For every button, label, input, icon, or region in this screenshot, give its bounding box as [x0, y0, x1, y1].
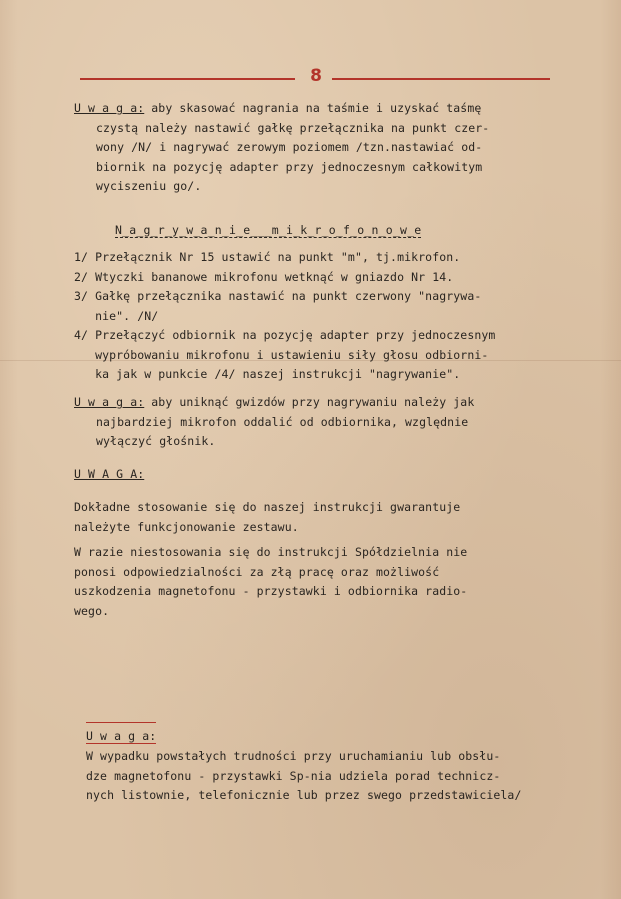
note1-line-5: wyciszeniu go/.	[96, 179, 202, 193]
page-number: 8	[310, 66, 322, 86]
note1-line-1: U w a g a: aby skasować nagrania na taśmie i uzyskać taśmę	[74, 101, 482, 115]
note2-label: U w a g a:	[74, 395, 145, 409]
footer-note-line-3: nych listownie, telefonicznie lub przez swego przedstawiciela/	[86, 788, 522, 802]
caution-para2-line-4: wego.	[74, 603, 110, 618]
footer-note-rule	[86, 722, 156, 723]
step-2: 2/ Wtyczki bananowe mikrofonu wetknąć w gniazdo Nr 14.	[74, 269, 454, 284]
note1-label: U w a g a:	[74, 101, 145, 115]
section-heading: N_a_g_r_y_w_a_n_i_e___m_i_k_r_o_f_o_n_o_w_e	[115, 223, 422, 237]
header-rule-left	[80, 78, 295, 80]
caution-para1-line-2: należyte funkcjonowanie zestawu.	[74, 519, 299, 534]
step-1: 1/ Przełącznik Nr 15 ustawić na punkt "m", tj.mikrofon.	[74, 250, 461, 264]
note1-line-2: czystą należy nastawić gałkę przełącznika na punkt czer-	[96, 120, 490, 135]
note2-line-2: najbardziej mikrofon oddalić od odbiornika, względnie	[96, 414, 469, 429]
step-4-cont-2: ka jak w punkcie /4/ naszej instrukcji "nagrywanie".	[74, 367, 461, 381]
caution-para2-line-1: W razie niestosowania się do instrukcji Spółdzielnia nie	[74, 545, 468, 559]
header-rule-right	[332, 78, 550, 80]
footer-note-label: U w a g a:	[86, 729, 157, 743]
caution-para1-line-1: Dokładne stosowanie się do naszej instrukcji gwarantuje	[74, 500, 461, 514]
step-3: 3/ Gałkę przełącznika nastawić na punkt czerwony "nagrywa-	[74, 289, 482, 303]
note2-line-1: U w a g a: aby uniknąć gwizdów przy nagrywaniu należy jak	[74, 395, 475, 409]
step-4-cont-1: wypróbowaniu mikrofonu i ustawieniu siły głosu odbiorni-	[74, 347, 489, 362]
footer-note-line-1: W wypadku powstałych trudności przy uruchamianiu lub obsłu-	[86, 749, 501, 763]
step-3-cont: nie". /N/	[74, 308, 159, 323]
page-header	[80, 66, 550, 90]
note2-line-3: wyłączyć głośnik.	[96, 434, 216, 448]
note1-line-3: wony /N/ i nagrywać zerowym poziomem /tzn.nastawiać od-	[96, 140, 483, 154]
note1-line-4: biornik na pozycję adapter przy jednoczesnym całkowitym	[96, 159, 483, 174]
step-4: 4/ Przełączyć odbiornik na pozycję adapter przy jednoczesnym	[74, 328, 496, 342]
caution-para2-line-3: uszkodzenia magnetofonu - przystawki i odbiornika radio-	[74, 584, 468, 598]
caution-label: U W A G A:	[74, 467, 145, 481]
caution-para2-line-2: ponosi odpowiedzialności za złą pracę oraz możliwość	[74, 564, 440, 579]
footer-note-line-2: dze magnetofonu - przystawki Sp-nia udziela porad technicz-	[86, 768, 501, 783]
